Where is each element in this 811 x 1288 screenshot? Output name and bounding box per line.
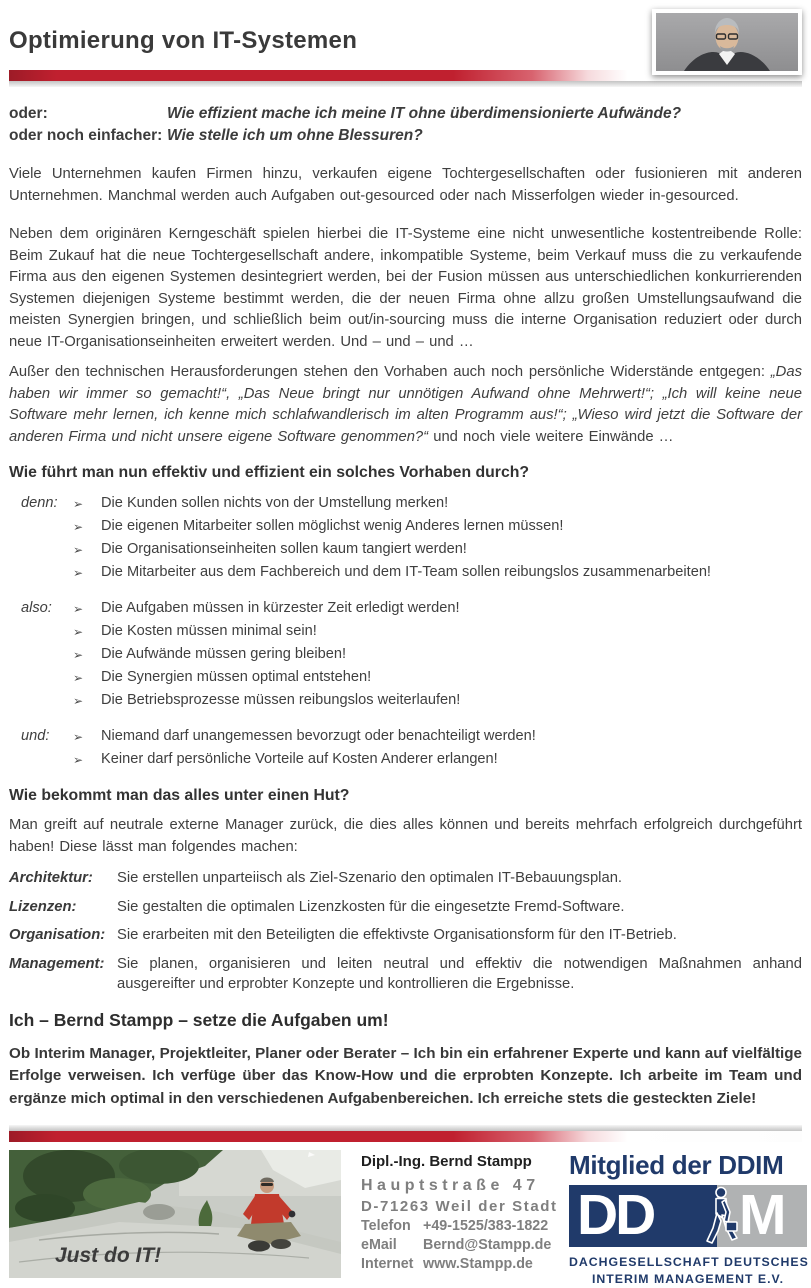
page-title: Optimierung von IT-Systemen [9, 27, 358, 54]
arrow-bullet-icon: ➢ [73, 671, 84, 685]
intro-row [9, 125, 802, 147]
contact-city: D-71263 Weil der Stadt [361, 1198, 558, 1215]
role-row-architektur [9, 868, 802, 889]
list-item-text: Die Kosten müssen minimal sein! [101, 623, 317, 639]
group-label: also: [21, 600, 52, 616]
list-item-text: Niemand darf unangemessen bevorzugt oder benachteiligt werden! [101, 728, 536, 744]
intro-questions [9, 103, 802, 147]
list-item-text: Die Aufgaben müssen in kürzester Zeit erledigt werden! [101, 600, 460, 616]
contact-email-row [361, 1237, 569, 1253]
paragraph-3-outro: und noch viele weitere Einwände … [433, 428, 674, 445]
web-value: www.Stampp.de [423, 1256, 533, 1272]
list-item [73, 620, 802, 643]
ddim-logo-dd: DD [569, 1185, 717, 1247]
list-item-text: Die Organisationseinheiten sollen kaum tangiert werden! [101, 541, 467, 557]
list-item [73, 538, 802, 561]
roles-list [9, 868, 802, 995]
header-bar-shadow [9, 81, 802, 87]
phone-label: Telefon [361, 1218, 411, 1234]
role-text: Sie gestalten die optimalen Lizenzkosten für die eingesetzte Fremd-Software. [117, 898, 625, 915]
list-item-text: Die Aufwände müssen gering bleiben! [101, 646, 347, 662]
role-label: Organisation: [9, 927, 106, 943]
footer-photo [9, 1150, 341, 1278]
role-row-lizenzen [9, 897, 802, 918]
paragraph-1: Viele Unternehmen kaufen Firmen hinzu, verkaufen eigene Tochtergesellschaften oder fusionieren mit anderen Unternehmen. Manchmal werden auch Aufgaben out-gesourced oder nach Misserfolgen wieder in-gesourced. [9, 166, 802, 204]
photo-caption: Just do IT! [55, 1244, 162, 1267]
list-item-text: Die Kunden sollen nichts von der Umstellung merken! [101, 495, 449, 511]
email-value: Bernd@Stampp.de [423, 1237, 552, 1253]
ddim-org-line1: DACHGESELLSCHAFT DEUTSCHES [569, 1255, 809, 1269]
intro-question: Wie stelle ich um ohne Blessuren? [167, 127, 423, 144]
portrait-photo [652, 9, 802, 75]
role-row-organisation [9, 925, 802, 946]
contact-street: Hauptstraße 47 [361, 1177, 540, 1194]
role-label: Lizenzen: [9, 898, 77, 915]
contact-block [361, 1150, 569, 1272]
arrow-bullet-icon: ➢ [73, 730, 84, 744]
section-heading-vorhaben: Wie führt man nun effektiv und effizient ein solches Vorhaben durch? [9, 464, 530, 481]
walking-person-icon [699, 1186, 745, 1246]
section-2-intro: Man greift auf neutrale externe Manager zurück, die dies alles können und bereits mehrfach erfolgreich durchgeführt haben! Diese lässt man folgendes machen: [9, 817, 802, 855]
paragraph-3-intro: Außer den technischen Herausforderungen stehen den Vorhaben auch noch persönliche Widerstände entgegen: [9, 364, 771, 380]
list-item [73, 597, 802, 620]
list-item [73, 689, 802, 712]
intro-label: oder noch einfacher: [9, 127, 163, 144]
contact-name: Dipl.-Ing. Bernd Stampp [361, 1153, 532, 1170]
arrow-bullet-icon: ➢ [73, 648, 84, 662]
contact-phone-row [361, 1218, 569, 1234]
group-und [9, 725, 802, 771]
ddim-block [569, 1150, 807, 1288]
arrow-bullet-icon: ➢ [73, 625, 84, 639]
footer [9, 1150, 809, 1288]
arrow-bullet-icon: ➢ [73, 602, 84, 616]
ddim-logo [569, 1185, 807, 1247]
arrow-bullet-icon: ➢ [73, 753, 84, 767]
paragraph-2: Neben dem originären Kerngeschäft spielen hierbei die IT-Systeme eine nicht unwesentliche kostentreibende Rolle: Beim Zukauf hat die neue Tochtergesellschaft andere, inkompatible Systeme, beim Verkauf muss die zu verkaufende Firma aus den eigenen Systemen desintegriert werden, bei der Fusion müssen aus unterschiedlichen konkurrierenden Systemen diejenigen Systeme bestimmt werden, die der neuen Firma ohne allzu großen Umstellungsaufwand die meisten Synergien bringen, und schließlich beim out/in-sourcing muss die interne Organisation reduziert oder durch neue IT-Organisationseinheiten erweitert werden. Und – und – und … [9, 226, 802, 350]
arrow-bullet-icon: ➢ [73, 566, 84, 580]
web-label: Internet [361, 1256, 414, 1272]
ddim-org-name [569, 1254, 807, 1288]
group-denn [9, 492, 802, 584]
group-label: und: [21, 728, 50, 744]
group-also [9, 597, 802, 712]
role-text: Sie erarbeiten mit den Beteiligten die effektivste Organisationsform für den IT-Betrieb. [117, 927, 677, 943]
phone-value: +49-1525/383-1822 [423, 1218, 549, 1234]
arrow-bullet-icon: ➢ [73, 520, 84, 534]
ddim-member-line: Mitglied der DDIM [569, 1150, 784, 1180]
section-heading-hut: Wie bekommt man das alles unter einen Hut? [9, 787, 350, 804]
portrait-image [656, 13, 798, 71]
paragraph-3 [9, 362, 802, 448]
role-row-management [9, 954, 802, 995]
ddim-logo-m: M [717, 1185, 807, 1247]
list-item-text: Die eigenen Mitarbeiter sollen möglichst wenig Anderes lernen müssen! [101, 518, 564, 534]
role-label: Management: [9, 955, 105, 972]
header [9, 0, 802, 55]
footer-separator [9, 1125, 802, 1142]
intro-question: Wie effizient mache ich meine IT ohne überdimensionierte Aufwände? [167, 105, 682, 122]
footer-accent-bar [9, 1131, 802, 1142]
role-text: Sie erstellen unparteiisch als Ziel-Szenario den optimalen IT-Bebauungsplan. [117, 870, 623, 886]
claim-paragraph: Ob Interim Manager, Projektleiter, Planer oder Berater – Ich bin ein erfahrener Experte und kann auf vielfältige Erfolge verweisen. Ich verfüge über das Know-How und die erprobten Konzepte. Ich arbeite im Team und ergänze mich optimal in den verschiedenen Aufgabenbereichen. Ich erreiche stets die gesteckten Ziele! [9, 1044, 802, 1107]
role-text: Sie planen, organisieren und leiten neutral und effektiv die notwendigen Maßnahmen anhand ausgereifter und erprobter Konzepte und kontrollieren die Ergebnisse. [117, 955, 802, 992]
list-item-text: Keiner darf persönliche Vorteile auf Kosten Anderer erlangen! [101, 751, 498, 767]
arrow-bullet-icon: ➢ [73, 543, 84, 557]
requirement-groups [9, 492, 802, 771]
list-item-text: Die Betriebsprozesse müssen reibungslos weiterlaufen! [101, 692, 461, 708]
intro-label: oder: [9, 105, 48, 122]
intro-row [9, 103, 802, 125]
ddim-org-line2: INTERIM MANAGEMENT E.V. [592, 1272, 784, 1286]
list-item [73, 643, 802, 666]
role-label: Architektur: [9, 870, 93, 886]
arrow-bullet-icon: ➢ [73, 497, 84, 511]
list-item [73, 561, 802, 584]
claim-heading: Ich – Bernd Stampp – setze die Aufgaben um! [9, 1009, 389, 1030]
list-item [73, 748, 802, 771]
arrow-bullet-icon: ➢ [73, 694, 84, 708]
email-label: eMail [361, 1237, 397, 1253]
contact-web-row [361, 1256, 569, 1272]
list-item [73, 666, 802, 689]
list-item-text: Die Mitarbeiter aus dem Fachbereich und dem IT-Team sollen reibungslos zusammenarbeiten! [101, 564, 711, 580]
list-item [73, 725, 802, 748]
list-item [73, 515, 802, 538]
list-item [73, 492, 802, 515]
group-label: denn: [21, 495, 58, 511]
paragraph-3-quotes: „Das haben wir immer so gemacht!“, „Das Neue bringt nur unnötigen Aufwand ohne Mehrwert!“; „Ich will keine neue Software mehr lernen, ich kenne mich schlafwandlerisch im alten Programm aus!“; „Wieso wird jetzt die Software der anderen Firma und nicht unsere eigene Software genommen?“ [9, 364, 802, 445]
list-item-text: Die Synergien müssen optimal entstehen! [101, 669, 372, 685]
